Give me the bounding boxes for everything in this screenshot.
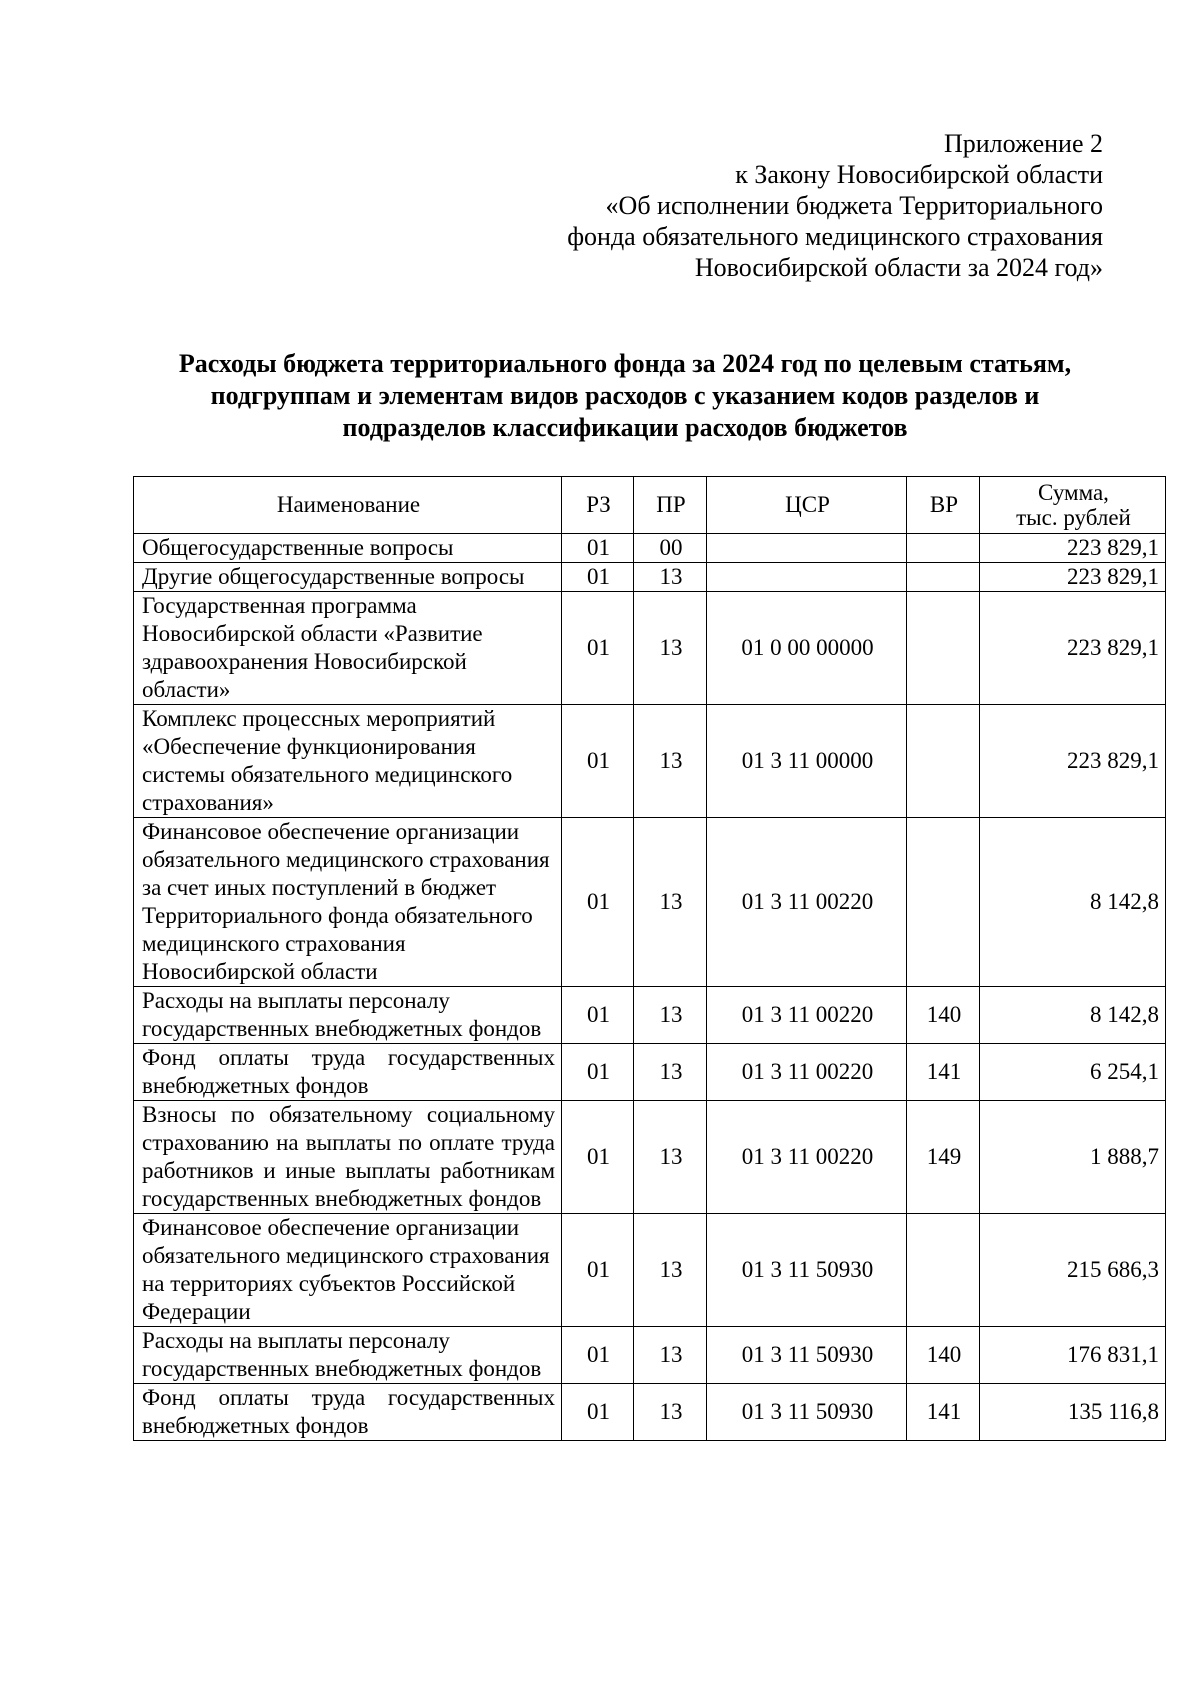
table-row xyxy=(134,1044,1166,1101)
row-sum: 223 829,1 xyxy=(980,592,1166,705)
table-row xyxy=(134,563,1166,592)
budget-expenses-table xyxy=(133,476,1166,1441)
row-name: Комплекс процессных мероприятий «Обеспечение функционирования системы обязательного медицинского страхования» xyxy=(134,705,562,818)
row-name: Взносы по обязательному социальному страхованию на выплаты по оплате труда работников и иные выплаты работникам государственных внебюджетных фондов xyxy=(134,1101,562,1214)
table-row xyxy=(134,534,1166,563)
row-csr: 01 3 11 50930 xyxy=(707,1214,907,1327)
row-vr: 141 xyxy=(907,1044,980,1101)
row-pr: 00 xyxy=(634,534,707,563)
row-sum: 215 686,3 xyxy=(980,1214,1166,1327)
row-sum: 6 254,1 xyxy=(980,1044,1166,1101)
header-name: Наименование xyxy=(134,477,562,534)
row-csr: 01 3 11 50930 xyxy=(707,1327,907,1384)
row-sum: 135 116,8 xyxy=(980,1384,1166,1441)
title-line: подгруппам и элементам видов расходов с указанием кодов разделов и xyxy=(210,381,1040,410)
appendix-line: Новосибирской области за 2024 год» xyxy=(694,253,1103,282)
row-name: Фонд оплаты труда государственных внебюджетных фондов xyxy=(134,1384,562,1441)
table-row xyxy=(134,818,1166,987)
document-title xyxy=(130,348,1120,444)
title-line: Расходы бюджета территориального фонда за 2024 год по целевым статьям, xyxy=(178,349,1072,378)
table-header-row xyxy=(134,477,1166,534)
row-csr: 01 3 11 00220 xyxy=(707,818,907,987)
row-csr: 01 3 11 50930 xyxy=(707,1384,907,1441)
row-name: Финансовое обеспечение организации обязательного медицинского страхования на территориях субъектов Российской Федерации xyxy=(134,1214,562,1327)
table-row xyxy=(134,1384,1166,1441)
row-vr: 140 xyxy=(907,987,980,1044)
row-name: Общегосударственные вопросы xyxy=(134,534,562,563)
table-row xyxy=(134,592,1166,705)
header-sum-line2: тыс. рублей xyxy=(1016,505,1131,530)
row-name: Расходы на выплаты персоналу государственных внебюджетных фондов xyxy=(134,987,562,1044)
row-pr: 13 xyxy=(634,563,707,592)
row-sum: 8 142,8 xyxy=(980,987,1166,1044)
row-vr xyxy=(907,1214,980,1327)
row-rz: 01 xyxy=(562,1214,634,1327)
header-csr: ЦСР xyxy=(707,477,907,534)
table-row xyxy=(134,1214,1166,1327)
row-rz: 01 xyxy=(562,818,634,987)
appendix-line: фонда обязательного медицинского страхования xyxy=(567,222,1103,251)
row-name: Государственная программа Новосибирской области «Развитие здравоохранения Новосибирской области» xyxy=(134,592,562,705)
row-vr: 149 xyxy=(907,1101,980,1214)
row-pr: 13 xyxy=(634,705,707,818)
row-rz: 01 xyxy=(562,987,634,1044)
row-csr: 01 0 00 00000 xyxy=(707,592,907,705)
row-csr: 01 3 11 00220 xyxy=(707,1101,907,1214)
row-sum: 223 829,1 xyxy=(980,705,1166,818)
header-vr: ВР xyxy=(907,477,980,534)
table-row xyxy=(134,1327,1166,1384)
row-pr: 13 xyxy=(634,1214,707,1327)
row-pr: 13 xyxy=(634,987,707,1044)
row-rz: 01 xyxy=(562,1101,634,1214)
row-rz: 01 xyxy=(562,592,634,705)
appendix-line: «Об исполнении бюджета Территориального xyxy=(605,191,1103,220)
row-vr: 141 xyxy=(907,1384,980,1441)
table-row xyxy=(134,987,1166,1044)
header-sum xyxy=(980,477,1166,534)
row-name: Финансовое обеспечение организации обязательного медицинского страхования за счет иных поступлений в бюджет Территориального фонда обязательного медицинского страхования Новосибирской области xyxy=(134,818,562,987)
row-csr: 01 3 11 00220 xyxy=(707,1044,907,1101)
appendix-header xyxy=(403,128,1103,283)
row-sum: 223 829,1 xyxy=(980,563,1166,592)
row-sum: 1 888,7 xyxy=(980,1101,1166,1214)
row-vr xyxy=(907,818,980,987)
row-name: Фонд оплаты труда государственных внебюджетных фондов xyxy=(134,1044,562,1101)
row-rz: 01 xyxy=(562,1044,634,1101)
row-name: Расходы на выплаты персоналу государственных внебюджетных фондов xyxy=(134,1327,562,1384)
row-vr: 140 xyxy=(907,1327,980,1384)
row-rz: 01 xyxy=(562,563,634,592)
table-row xyxy=(134,1101,1166,1214)
header-sum-line1: Сумма, xyxy=(1038,480,1109,505)
row-name: Другие общегосударственные вопросы xyxy=(134,563,562,592)
title-line: подразделов классификации расходов бюджетов xyxy=(342,413,908,442)
row-pr: 13 xyxy=(634,1101,707,1214)
row-csr: 01 3 11 00000 xyxy=(707,705,907,818)
appendix-line: к Закону Новосибирской области xyxy=(735,160,1103,189)
row-vr xyxy=(907,705,980,818)
row-pr: 13 xyxy=(634,1044,707,1101)
row-rz: 01 xyxy=(562,1327,634,1384)
appendix-line: Приложение 2 xyxy=(943,129,1103,158)
row-pr: 13 xyxy=(634,592,707,705)
row-csr xyxy=(707,534,907,563)
row-vr xyxy=(907,592,980,705)
row-csr xyxy=(707,563,907,592)
row-pr: 13 xyxy=(634,818,707,987)
row-pr: 13 xyxy=(634,1327,707,1384)
header-rz: РЗ xyxy=(562,477,634,534)
row-sum: 8 142,8 xyxy=(980,818,1166,987)
row-rz: 01 xyxy=(562,534,634,563)
row-csr: 01 3 11 00220 xyxy=(707,987,907,1044)
header-pr: ПР xyxy=(634,477,707,534)
row-pr: 13 xyxy=(634,1384,707,1441)
row-sum: 223 829,1 xyxy=(980,534,1166,563)
row-rz: 01 xyxy=(562,1384,634,1441)
table-row xyxy=(134,705,1166,818)
row-rz: 01 xyxy=(562,705,634,818)
row-sum: 176 831,1 xyxy=(980,1327,1166,1384)
row-vr xyxy=(907,563,980,592)
row-vr xyxy=(907,534,980,563)
